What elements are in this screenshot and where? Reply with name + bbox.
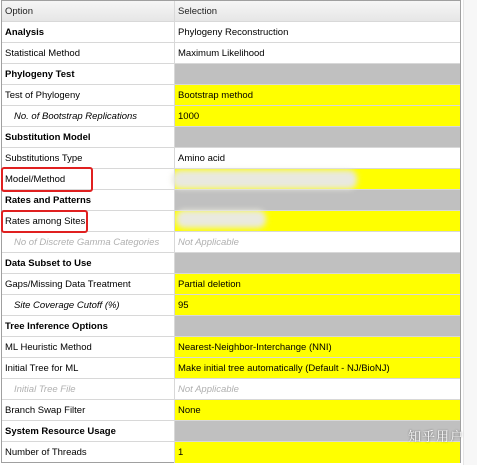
section-label: Tree Inference Options (2, 316, 175, 336)
section-fill (175, 64, 460, 84)
selection-input[interactable]: 1 (175, 442, 460, 463)
selection-dropdown[interactable]: Partial deletion (175, 274, 460, 294)
option-label: Rates among Sites (2, 211, 175, 231)
grid-row-gaps-missing (2, 274, 460, 295)
section-label: Data Subset to Use (2, 253, 175, 273)
selection-value: Not Applicable (178, 383, 239, 395)
options-grid (1, 0, 461, 463)
selection-dropdown[interactable]: Bootstrap method (175, 85, 460, 105)
option-label: Statistical Method (2, 43, 175, 63)
grid-row-ml-heuristic (2, 337, 460, 358)
grid-row-bootstrap-replications (2, 106, 460, 127)
section-phylogeny-test (2, 64, 460, 85)
selection-input[interactable]: 1000 (175, 106, 460, 126)
option-label: Model/Method (2, 169, 175, 189)
option-label: No of Discrete Gamma Categories (2, 232, 175, 252)
option-label: Substitutions Type (2, 148, 175, 168)
grid-row-initial-tree-ml (2, 358, 460, 379)
option-label: Number of Threads (2, 442, 175, 463)
section-label: Phylogeny Test (2, 64, 175, 84)
option-label: Test of Phylogeny (2, 85, 175, 105)
column-header-selection[interactable]: Selection (175, 1, 460, 21)
section-fill (175, 253, 460, 273)
section-fill (175, 316, 460, 336)
selection-value[interactable]: Amino acid (178, 152, 225, 164)
section-label: System Resource Usage (2, 421, 175, 441)
grid-row-test-of-phylogeny (2, 85, 460, 106)
section-label: Substitution Model (2, 127, 175, 147)
option-label: Branch Swap Filter (2, 400, 175, 420)
grid-row-statistical-method (2, 43, 460, 64)
section-rates-and-patterns (2, 190, 460, 211)
selection-value[interactable]: Maximum Likelihood (178, 47, 265, 59)
section-tree-inference (2, 316, 460, 337)
option-label: Initial Tree for ML (2, 358, 175, 378)
grid-row-gamma-categories (2, 232, 460, 253)
grid-row-substitutions-type (2, 148, 460, 169)
selection-input[interactable]: 95 (175, 295, 460, 315)
option-label: Gaps/Missing Data Treatment (2, 274, 175, 294)
section-system-resource (2, 421, 460, 442)
option-label: Initial Tree File (2, 379, 175, 399)
option-label: Site Coverage Cutoff (%) (2, 295, 175, 315)
vertical-scrollbar[interactable] (463, 0, 477, 465)
section-fill (175, 127, 460, 147)
watermark: 知乎用户 (407, 429, 464, 444)
grid-row-branch-swap (2, 400, 460, 421)
section-fill (175, 190, 460, 210)
grid-header (2, 1, 460, 22)
grid-row-model-method (2, 169, 460, 190)
selection-dropdown[interactable]: Nearest-Neighbor-Interchange (NNI) (175, 337, 460, 357)
selection-dropdown[interactable] (175, 169, 460, 189)
selection-dropdown[interactable]: Make initial tree automatically (Default - NJ/BioNJ) (175, 358, 460, 378)
section-label: Rates and Patterns (2, 190, 175, 210)
option-label: No. of Bootstrap Replications (2, 106, 175, 126)
grid-row-initial-tree-file (2, 379, 460, 400)
selection-value: Not Applicable (178, 236, 239, 248)
selection-dropdown[interactable]: None (175, 400, 460, 420)
grid-row-site-coverage (2, 295, 460, 316)
selection-value[interactable]: Phylogeny Reconstruction (175, 22, 460, 42)
grid-row-rates-among-sites (2, 211, 460, 232)
grid-row-threads (2, 442, 460, 463)
section-substitution-model (2, 127, 460, 148)
grid-row-analysis (2, 22, 460, 43)
option-label: ML Heuristic Method (2, 337, 175, 357)
section-data-subset (2, 253, 460, 274)
column-header-option[interactable]: Option (2, 1, 175, 21)
option-label: Analysis (2, 22, 175, 42)
selection-dropdown[interactable] (175, 211, 460, 231)
